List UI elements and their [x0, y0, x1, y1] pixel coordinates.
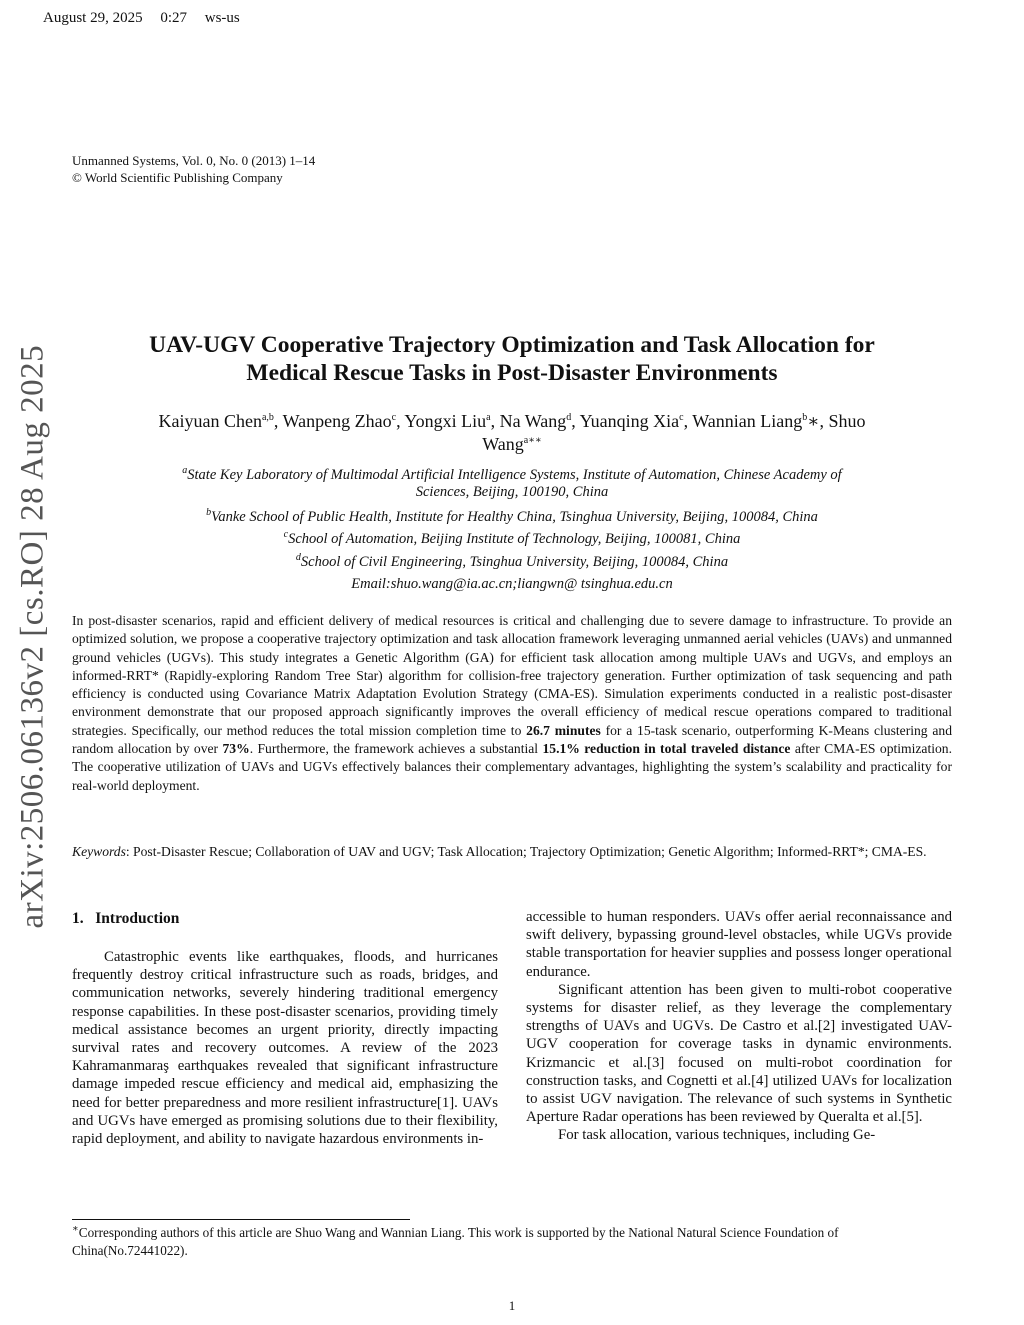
header-date: August 29, 2025: [43, 10, 143, 26]
affiliation-b-sup: b: [206, 507, 212, 519]
author-7-sup: a∗∗: [523, 435, 542, 446]
author-1: Kaiyuan Chen: [158, 411, 262, 431]
abstract-highlight-time: 26.7 minutes: [526, 722, 601, 738]
author-5-sup: c: [679, 412, 684, 423]
abstract-part-1: In post-disaster scenarios, rapid and efficient delivery of medical resources is critical and challenging due to severe damage to infrastructure. To provide an optimized solution, we propose a cooperative trajectory optimization and task allocation framework leveraging unmanned aerial vehicles (UAVs) and unmanned ground vehicles (UGVs). This study integrates a Genetic Algorithm (GA) for efficient task allocation among multiple UAVs and UGVs, and employs an informed-RRT* (Rapidly-exploring Random Tree Star) algorithm for collision-free trajectory generation. Further optimization of task sequencing and path efficiency is conducted using Covariance Matrix Adaptation Evolution Strategy (CMA-ES). Simulation experiments conducted in a realistic post-disaster environment demonstrate that our proposed approach significantly improves the overall efficiency of medical rescue operations compared to traditional strategies. Specifically, our method reduces the total mission completion time to: [72, 613, 952, 738]
affiliation-a-line-1: State Key Laboratory of Multimodal Artificial Intelligence Systems, Institute of Automation, Chinese Academy of: [187, 467, 842, 483]
title-line-1: UAV-UGV Cooperative Trajectory Optimization and Task Allocation for: [149, 332, 875, 358]
footnote: [72, 1224, 952, 1259]
author-2-sup: c: [391, 412, 397, 423]
body-right-column: [526, 908, 952, 1145]
abstract: [72, 612, 952, 795]
affiliation-b: [72, 509, 952, 526]
abstract-part-2: for a 15-task scenario, outperforming K-Means clustering and random allocation by over: [72, 722, 952, 757]
arxiv-stamp: arXiv:2506.06136v2 [cs.RO] 28 Aug 2025: [14, 344, 51, 929]
footnote-text: Corresponding authors of this article are Shuo Wang and Wannian Liang. This work is supported by the National Natural Science Foundation of China(No.72441022).: [72, 1225, 839, 1258]
author-4: Na Wang: [499, 411, 567, 431]
author-6-star: ∗: [807, 411, 820, 431]
author-3: Yongxi Liu: [404, 411, 487, 431]
author-7-first: Shuo: [828, 411, 866, 431]
footnote-rule: [72, 1219, 410, 1220]
paragraph-right-1: Significant attention has been given to multi-robot cooperative systems for disaster relief, as they leverage the complementary strengths of UAVs and UGVs. De Castro et al.[2] investigated UAV-UGV cooperation for coverage tasks in dynamic environments. Krizmancic et al.[3] focused on multi-robot coordination for construction tasks, and Cognetti et al.[4] utilized UAVs for localization to assist UGV navigation. The relevance of such systems in Synthetic Aperture Radar operations has been reviewed by Queralta et al.[5].: [526, 981, 952, 1126]
paragraph-right-0: accessible to human responders. UAVs offer aerial reconnaissance and swift delivery, bypassing ground-level obstacles, while UGVs provide stable transportation for heavier supplies and possess longer operational endurance.: [526, 909, 952, 980]
affiliation-c: [72, 531, 952, 548]
body-left-column: [72, 948, 498, 1148]
footnote-mark: ∗: [72, 1223, 79, 1235]
section-heading-introduction: [72, 910, 179, 928]
affiliation-d-sup: d: [295, 552, 301, 564]
author-7-last: Wang: [482, 434, 524, 454]
keywords: [72, 843, 952, 861]
affiliation-c-sup: c: [283, 529, 289, 541]
affiliation-d-text: School of Civil Engineering, Tsinghua University, Beijing, 100084, China: [300, 554, 729, 570]
section-number: 1.: [72, 910, 84, 927]
abstract-part-3: . Furthermore, the framework achieves a substantial: [249, 741, 543, 757]
paragraph-right-2: For task allocation, various techniques, including Ge-: [558, 1127, 876, 1144]
keywords-label: Keywords: [72, 844, 126, 859]
author-6: Wannian Liang: [692, 411, 803, 431]
author-1-sup: a,b: [261, 412, 274, 423]
page-header: [43, 10, 254, 27]
affiliation-d: [72, 554, 952, 571]
title-line-2: Medical Rescue Tasks in Post-Disaster Environments: [246, 360, 778, 386]
affiliation-a-line-2: Sciences, Beijing, 100190, China: [415, 484, 609, 500]
affiliation-a-sup: a: [182, 465, 188, 477]
author-list: Kaiyuan Chen$^{a,b}$, Wanpeng Zhao$^c$, Yongxi Liu$^a$, Na Wang$^d$, Yuanqing Xia$^c$, Wannian Liang$^b$∗, Shuo Wang$^{a∗∗}$: [158, 411, 866, 454]
author-5: Yuanqing Xia: [579, 411, 680, 431]
contact-email: Email:shuo.wang@ia.ac.cn;liangwn@ tsinghua.edu.cn: [351, 576, 673, 592]
section-title: Introduction: [95, 910, 180, 927]
abstract-part-4: after CMA-ES optimization. The cooperative utilization of UAVs and UGVs effectively balances their complementary advantages, highlighting the system’s scalability and practicality for real-world deployment.: [72, 741, 953, 793]
paper-title: [72, 331, 952, 387]
paragraph-left-1: Catastrophic events like earthquakes, floods, and hurricanes frequently destroy critical infrastructure such as roads, bridges, and communication networks, severely hindering traditional emergency response capabilities. In these post-disaster scenarios, providing timely medical assistance becomes an urgent priority, directly impacting survival rates and recovery outcomes. A review of the 2023 Kahramanmaraş earthquakes revealed that significant infrastructure damage impeded rescue efficiency and medical aid, emphasizing the need for better preparedness and more resilient infrastructure[1]. UAVs and UGVs have emerged as promising solutions due to their flexibility, rapid deployment, and ability to navigate hazardous environments in-: [72, 949, 498, 1148]
author-4-sup: d: [566, 412, 572, 423]
abstract-highlight-distance: 15.1% reduction in total traveled distance: [542, 741, 791, 757]
header-time: 0:27: [160, 10, 188, 26]
journal-info: [72, 152, 315, 186]
affiliation-b-text: Vanke School of Public Health, Institute for Healthy China, Tsinghua University, Beijing, 100084, China: [211, 509, 818, 525]
author-3-sup: a: [486, 412, 491, 423]
abstract-highlight-percent: 73%: [222, 741, 250, 757]
journal-line-1: Unmanned Systems, Vol. 0, No. 0 (2013) 1–14: [72, 153, 316, 168]
affiliation-a: [72, 467, 952, 501]
header-style: ws-us: [204, 10, 240, 26]
author-6-sup: b: [802, 412, 808, 423]
page-number: 1: [508, 1298, 516, 1313]
author-2: Wanpeng Zhao: [282, 411, 392, 431]
affiliation-c-text: School of Automation, Beijing Institute of Technology, Beijing, 100081, China: [288, 531, 741, 547]
keywords-text: : Post-Disaster Rescue; Collaboration of UAV and UGV; Task Allocation; Trajectory Optimization; Genetic Algorithm; Informed-RRT*; CMA-ES.: [125, 844, 927, 859]
journal-line-2: © World Scientific Publishing Company: [72, 170, 283, 185]
